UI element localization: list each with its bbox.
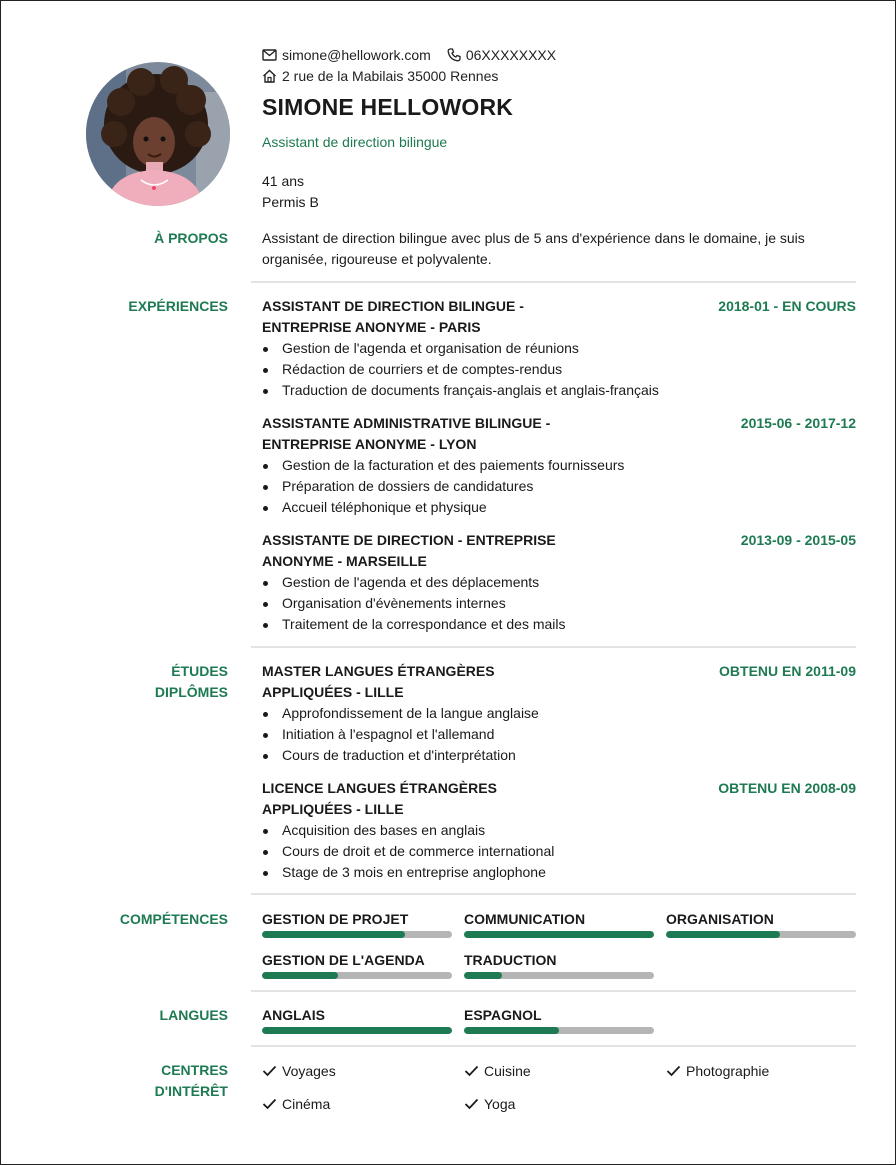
language-level-bar [464, 1027, 654, 1034]
section-divider [251, 1045, 856, 1047]
skill-name: GESTION DE PROJET [262, 911, 409, 927]
list-item: Acquisition des bases en anglais [262, 820, 856, 841]
skill-item [262, 952, 452, 979]
list-item: Cours de droit et de commerce international [262, 841, 856, 862]
list-item: Accueil téléphonique et physique [262, 497, 856, 518]
skill-item [464, 911, 654, 938]
section-label-studies [68, 661, 228, 703]
study-details [262, 820, 856, 883]
candidate-name: SIMONE HELLOWORK [262, 94, 514, 120]
skill-level-fill [262, 972, 338, 979]
profile-photo [86, 62, 230, 206]
skill-level-bar [464, 931, 654, 938]
skill-item [464, 952, 654, 979]
list-item: Rédaction de courriers et de comptes-rendus [262, 359, 856, 380]
experience-entry [262, 296, 856, 401]
section-label-interests [68, 1060, 228, 1102]
about-text: Assistant de direction bilingue avec plus de 5 ans d'expérience dans le domaine, je suis organisée, rigoureuse et polyvalente. [262, 230, 805, 267]
check-icon [464, 1065, 479, 1077]
language-item [262, 1007, 452, 1034]
list-item: Gestion de la facturation et des paiements fournisseurs [262, 455, 856, 476]
language-level-bar [262, 1027, 452, 1034]
experience-title [262, 296, 562, 338]
skill-level-fill [666, 931, 780, 938]
study-entry [262, 661, 856, 766]
license-text: Permis B [262, 194, 319, 210]
experience-date: 2013-09 - 2015-05 [740, 532, 856, 548]
skill-level-bar [262, 931, 452, 938]
list-item: Traitement de la correspondance et des mails [262, 614, 856, 635]
experience-title-line: ANONYME - MARSEILLE [262, 553, 427, 569]
study-title [262, 778, 562, 820]
list-item: Préparation de dossiers de candidatures [262, 476, 856, 497]
personal-info [262, 171, 319, 213]
list-item: Cours de traduction et d'interprétation [262, 745, 856, 766]
experience-title [262, 530, 562, 572]
interest-item [464, 1093, 515, 1114]
experience-title-line: ASSISTANTE DE DIRECTION - ENTREPRISE [262, 532, 556, 548]
interest-item [262, 1093, 330, 1114]
section-divider [251, 990, 856, 992]
home-icon [262, 69, 277, 83]
language-level-fill [262, 1027, 452, 1034]
skill-item [666, 911, 856, 938]
study-title-line: MASTER LANGUES ÉTRANGÈRES [262, 663, 495, 679]
language-level-fill [464, 1027, 559, 1034]
experience-tasks [262, 338, 856, 401]
language-name: ESPAGNOL [464, 1007, 542, 1023]
study-title-line: LICENCE LANGUES ÉTRANGÈRES [262, 780, 497, 796]
skill-level-bar [464, 972, 654, 979]
interest-label: Yoga [484, 1095, 516, 1112]
section-label-line: D'INTÉRÊT [154, 1083, 228, 1099]
experience-title-line: ENTREPRISE ANONYME - LYON [262, 436, 477, 452]
experience-date: 2018-01 - EN COURS [718, 298, 856, 314]
experience-entry [262, 530, 856, 635]
experience-title [262, 413, 562, 455]
skill-name: TRADUCTION [464, 952, 557, 968]
check-icon [262, 1098, 277, 1110]
section-label-line: ÉTUDES [171, 663, 228, 679]
age-text: 41 ans [262, 173, 305, 189]
list-item: Organisation d'évènements internes [262, 593, 856, 614]
section-label-skills: COMPÉTENCES [119, 911, 228, 927]
interest-item [262, 1060, 336, 1081]
list-item: Approfondissement de la langue anglaise [262, 703, 856, 724]
phone-contact[interactable] [447, 47, 556, 63]
study-date: OBTENU EN 2011-09 [719, 663, 856, 679]
experience-title-line: ENTREPRISE ANONYME - PARIS [262, 319, 481, 335]
email-contact[interactable] [262, 47, 431, 63]
job-title: Assistant de direction bilingue [262, 134, 448, 150]
experience-tasks [262, 455, 856, 518]
skill-level-bar [666, 931, 856, 938]
language-item [464, 1007, 654, 1034]
experience-entry [262, 413, 856, 518]
interest-item [464, 1060, 531, 1081]
section-divider [251, 646, 856, 648]
skill-name: COMMUNICATION [464, 911, 586, 927]
list-item: Gestion de l'agenda et organisation de réunions [262, 338, 856, 359]
study-title [262, 661, 562, 703]
skill-level-bar [262, 972, 452, 979]
contact-block [262, 44, 572, 86]
study-title-line: APPLIQUÉES - LILLE [262, 684, 404, 700]
study-entry [262, 778, 856, 883]
address-contact [262, 68, 498, 84]
experience-tasks [262, 572, 856, 635]
email-text: simone@hellowork.com [282, 46, 431, 63]
interest-label: Cuisine [484, 1062, 531, 1079]
section-label-languages: LANGUES [159, 1007, 228, 1023]
section-label-line: CENTRES [161, 1062, 228, 1078]
language-name: ANGLAIS [262, 1007, 325, 1023]
section-label-line: DIPLÔMES [154, 684, 228, 700]
list-item: Traduction de documents français-anglais et anglais-français [262, 380, 856, 401]
skill-level-fill [464, 972, 502, 979]
mail-icon [262, 49, 277, 61]
experience-date: 2015-06 - 2017-12 [740, 415, 856, 431]
check-icon [262, 1065, 277, 1077]
section-divider [251, 893, 856, 895]
section-label-experiences: EXPÉRIENCES [128, 298, 228, 314]
check-icon [666, 1065, 681, 1077]
experience-title-line: ASSISTANTE ADMINISTRATIVE BILINGUE - [262, 415, 551, 431]
skill-level-fill [262, 931, 405, 938]
section-divider [251, 281, 856, 283]
check-icon [464, 1098, 479, 1110]
experience-title-line: ASSISTANT DE DIRECTION BILINGUE - [262, 298, 524, 314]
address-text: 2 rue de la Mabilais 35000 Rennes [282, 67, 499, 84]
phone-text: 06XXXXXXXX [465, 46, 557, 63]
interest-label: Voyages [282, 1062, 336, 1079]
list-item: Stage de 3 mois en entreprise anglophone [262, 862, 856, 883]
study-title-line: APPLIQUÉES - LILLE [262, 801, 404, 817]
interest-item [666, 1060, 769, 1081]
study-details [262, 703, 856, 766]
study-date: OBTENU EN 2008-09 [718, 780, 856, 796]
skill-item [262, 911, 452, 938]
section-label-about: À PROPOS [154, 230, 228, 246]
list-item: Initiation à l'espagnol et l'allemand [262, 724, 856, 745]
interest-label: Photographie [686, 1062, 770, 1079]
skill-name: GESTION DE L'AGENDA [262, 952, 425, 968]
phone-icon [447, 48, 461, 62]
skill-name: ORGANISATION [666, 911, 774, 927]
skill-level-fill [464, 931, 654, 938]
list-item: Gestion de l'agenda et des déplacements [262, 572, 856, 593]
interest-label: Cinéma [282, 1095, 331, 1112]
